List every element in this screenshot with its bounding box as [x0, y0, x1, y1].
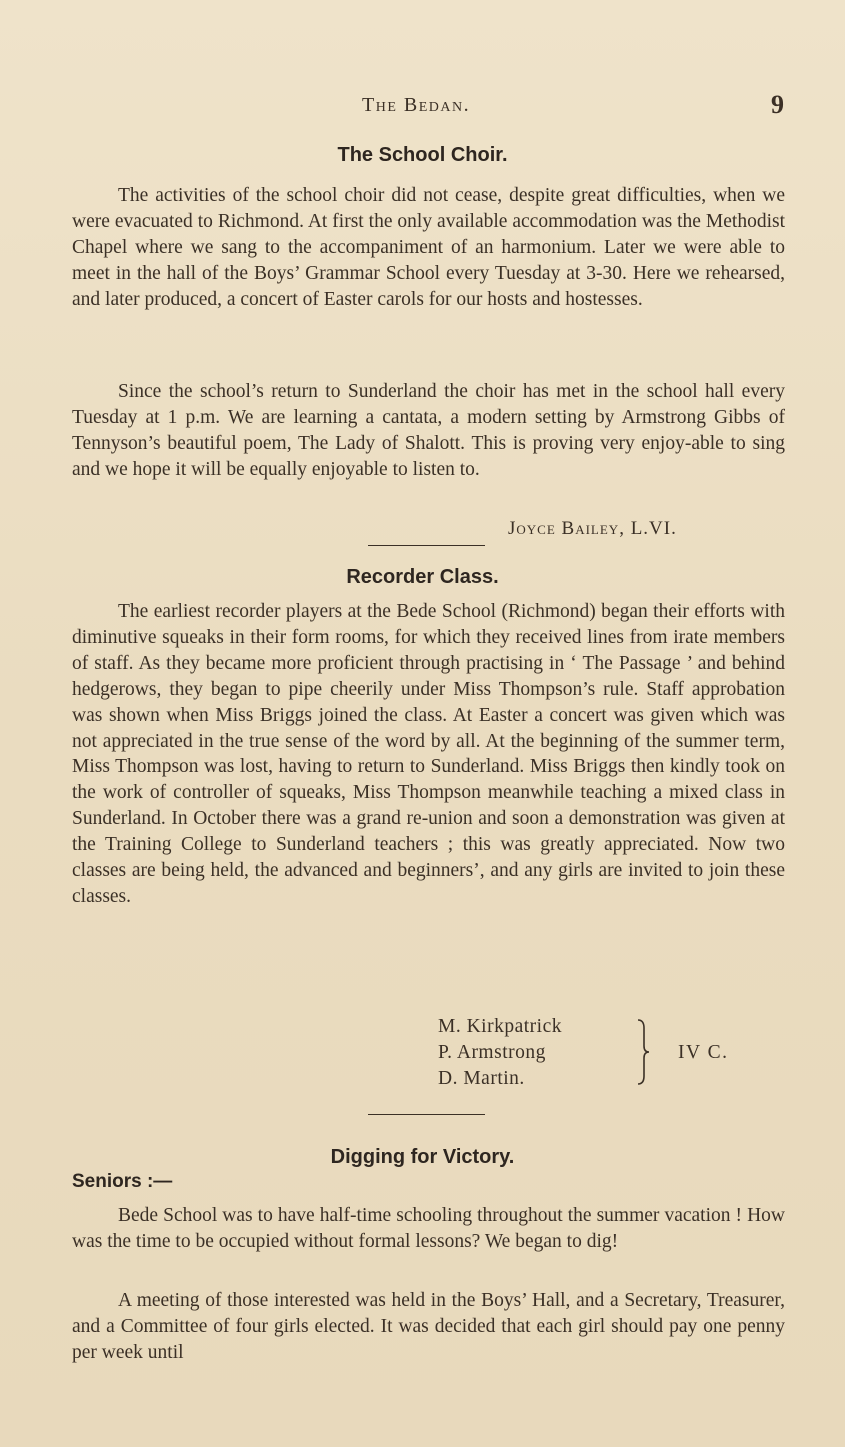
digging-heading: Digging for Victory.: [330, 1146, 515, 1168]
name-martin: D. Martin.: [438, 1067, 525, 1089]
recorder-names: [438, 1014, 562, 1091]
recorder-heading: Recorder Class.: [346, 566, 499, 588]
choir-paragraph-1: The activities of the school choir did not cease, despite great difficulties, when we were evacuated to Richmond. At first the only available accommodation was the Methodist Chapel where we sang to the accompaniment of an harmonium. Later we were able to meet in the hall of the Boys’ Grammar School every Tuesday at 3-30. Here we rehearsed, and later produced, a concert of Easter carols for our hosts and hostesses.: [72, 185, 785, 310]
name-kirkpatrick: M. Kirkpatrick: [438, 1016, 562, 1037]
running-header: [0, 90, 845, 124]
section-divider: [368, 1114, 485, 1115]
name-armstrong: P. Armstrong: [438, 1041, 546, 1063]
choir-signature: Joyce Bailey, L.VI.: [508, 518, 677, 539]
choir-heading: The School Choir.: [337, 144, 508, 166]
seniors-subheading: Seniors :—: [72, 1171, 173, 1192]
digging-paragraph-2: A meeting of those interested was held in the Boys’ Hall, and a Secretary, Treasurer, and a Committee of four girls elected. It was decided that each girl should pay one penny per week until: [72, 1290, 785, 1363]
recorder-paragraph: The earliest recorder players at the Bede School (Richmond) began their efforts with diminutive squeaks in their form rooms, for which they received lines from irate members of staff. As they became more proficient through practising in ‘ The Passage ’ and behind hedgerows, they began to pipe cheerily under Miss Thompson’s rule. Staff approbation was shown when Miss Briggs joined the class. At Easter a concert was given which was not appreciated in the true sense of the word by all. At the beginning of the summer term, Miss Thompson was lost, having to return to Sunderland. Miss Briggs then kindly took on the work of controller of squeaks, Miss Thompson meanwhile teaching a mixed class in Sunderland. In October there was a grand re-union and soon a demonstration was given at the Training College to Sunderland teachers ; this was greatly appreciated. Now two classes are being held, the advanced and beginners’, and any girls are invited to join these classes.: [72, 601, 785, 907]
journal-title: The Bedan.: [362, 94, 471, 116]
section-divider: [368, 545, 485, 546]
choir-paragraph-2: Since the school’s return to Sunderland the choir has met in the school hall every Tuesday at 1 p.m. We are learning a cantata, a modern setting by Armstrong Gibbs of Tennyson’s beautiful poem, The Lady of Shalott. This is proving very enjoy-able to sing and we hope it will be equally enjoyable to listen to.: [72, 381, 785, 480]
page-number: 9: [771, 90, 784, 119]
brace-icon: [636, 1018, 650, 1086]
form-label: IV C.: [678, 1042, 729, 1063]
digging-paragraph-1: Bede School was to have half-time schooling throughout the summer vacation ! How was the time to be occupied without formal lessons? We began to dig!: [72, 1205, 785, 1252]
